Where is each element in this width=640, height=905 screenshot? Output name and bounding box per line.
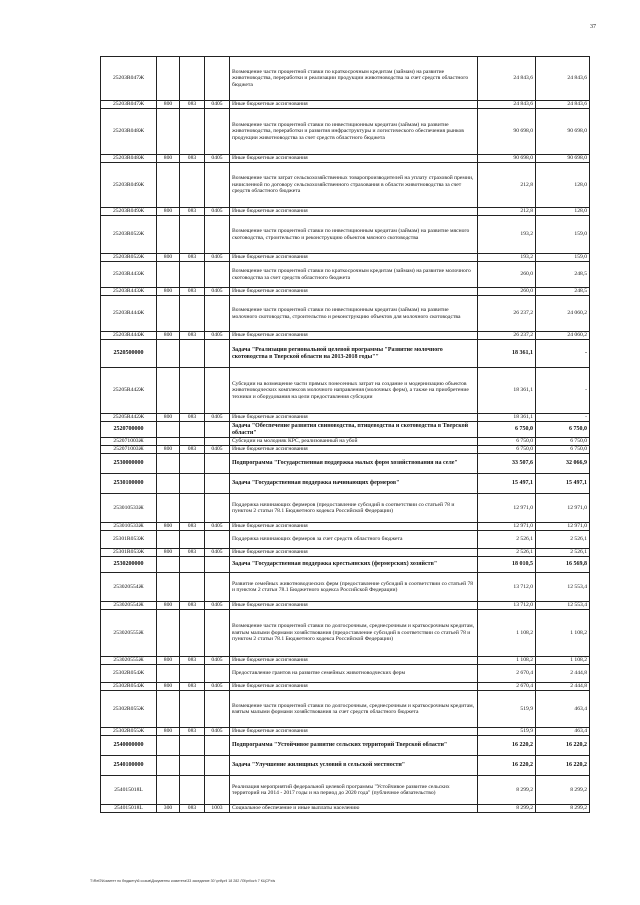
classification-code-cell: 25302R055Ж	[101, 728, 157, 736]
planned-amount-cell: 15 497,1	[478, 474, 536, 494]
expense-type-cell: 800	[157, 657, 180, 665]
executed-amount-cell: 2 526,1	[536, 549, 590, 557]
section-code-cell	[205, 57, 230, 101]
executed-amount-cell: 24 843,6	[536, 101, 590, 109]
item-name-cell: Задача "Улучшение жилищных условий в сельской местности"	[230, 756, 478, 776]
expense-type-cell: 800	[157, 101, 180, 109]
ministry-code-cell: 083	[180, 602, 205, 610]
executed-amount-cell: -	[536, 340, 590, 368]
classification-code-cell: 25203R443Ж	[101, 262, 157, 288]
ministry-code-cell	[180, 776, 205, 805]
expense-type-cell: 800	[157, 254, 180, 262]
expense-type-cell: 800	[157, 414, 180, 422]
ministry-code-cell	[180, 756, 205, 776]
executed-amount-cell: 1 108,2	[536, 657, 590, 665]
planned-amount-cell: 13 712,0	[478, 573, 536, 602]
executed-amount-cell: 6 750,0	[536, 446, 590, 454]
item-name-cell: Субсидии на возмещение части прямых понесенных затрат на создание и модернизацию объектов животноводческих комплексов молочного направления (молочных ферм), а также на приобретение техники и оборудования на цели предоставления субсидии	[230, 368, 478, 414]
budget-table	[100, 56, 590, 813]
item-name-cell: Поддержка начинающих фермеров за счет средств областного бюджета	[230, 531, 478, 549]
planned-amount-cell: 212,8	[478, 163, 536, 208]
planned-amount-cell: 260,0	[478, 288, 536, 296]
table-row	[101, 523, 590, 531]
ministry-code-cell	[180, 573, 205, 602]
planned-amount-cell: 24 843,6	[478, 57, 536, 101]
item-name-cell: Подпрограмма "Устойчивое развитие сельских территорий Тверской области"	[230, 736, 478, 756]
executed-amount-cell: 128,0	[536, 163, 590, 208]
item-name-cell: Предоставление грантов на развитие семейных животноводческих ферм	[230, 665, 478, 683]
classification-code-cell: 25302R054Ж	[101, 665, 157, 683]
section-code-cell: 0405	[205, 683, 230, 691]
table-row	[101, 665, 590, 683]
executed-amount-cell: 16 569,8	[536, 557, 590, 573]
classification-code-cell: 254015018L	[101, 805, 157, 813]
ministry-code-cell: 083	[180, 805, 205, 813]
expense-type-cell: 800	[157, 288, 180, 296]
executed-amount-cell: 16 220,2	[536, 756, 590, 776]
planned-amount-cell: 33 507,6	[478, 454, 536, 474]
section-code-cell	[205, 109, 230, 155]
expense-type-cell	[157, 691, 180, 728]
expense-type-cell	[157, 474, 180, 494]
ministry-code-cell	[180, 340, 205, 368]
classification-code-cell: 25301R053Ж	[101, 549, 157, 557]
ministry-code-cell	[180, 494, 205, 523]
executed-amount-cell: 12 553,4	[536, 602, 590, 610]
ministry-code-cell: 083	[180, 254, 205, 262]
expense-type-cell	[157, 368, 180, 414]
section-code-cell	[205, 422, 230, 438]
executed-amount-cell: 90 698,0	[536, 109, 590, 155]
expense-type-cell: 800	[157, 549, 180, 557]
executed-amount-cell: 16 220,2	[536, 736, 590, 756]
ministry-code-cell	[180, 665, 205, 683]
table-row	[101, 683, 590, 691]
classification-code-cell: 25203R444Ж	[101, 296, 157, 332]
item-name-cell: Иные бюджетные ассигнования	[230, 414, 478, 422]
ministry-code-cell	[180, 474, 205, 494]
classification-code-cell: 25203R443Ж	[101, 288, 157, 296]
table-row	[101, 573, 590, 602]
section-code-cell: 0405	[205, 414, 230, 422]
section-code-cell	[205, 776, 230, 805]
item-name-cell: Возмещение части процентной ставки по долгосрочным, среднесрочным и краткосрочным кредитам, взятым малыми формами хозяйствования (предоставление субсидий в соответствии со статьей 78 и пунктом 2 статьи 78.1 Бюджетного кодекса Российской Федерации)	[230, 610, 478, 657]
section-code-cell: 0405	[205, 155, 230, 163]
section-code-cell: 0405	[205, 446, 230, 454]
table-row	[101, 288, 590, 296]
expense-type-cell	[157, 776, 180, 805]
executed-amount-cell: 8 299,2	[536, 776, 590, 805]
ministry-code-cell	[180, 216, 205, 254]
table-row	[101, 474, 590, 494]
classification-code-cell: 2530100000	[101, 474, 157, 494]
expense-type-cell	[157, 610, 180, 657]
item-name-cell: Возмещение части процентной ставки по краткосрочным кредитам (займам) на развитие молочного скотоводства за счет средств областного бюджета	[230, 262, 478, 288]
section-code-cell	[205, 438, 230, 446]
planned-amount-cell: 8 299,2	[478, 776, 536, 805]
executed-amount-cell: 248,5	[536, 288, 590, 296]
classification-code-cell: 25203R047Ж	[101, 101, 157, 109]
planned-amount-cell: 1 108,2	[478, 610, 536, 657]
expense-type-cell	[157, 340, 180, 368]
executed-amount-cell: 6 750,0	[536, 438, 590, 446]
table-row	[101, 414, 590, 422]
planned-amount-cell: 12 971,0	[478, 523, 536, 531]
item-name-cell: Возмещение части процентной ставки по инвестиционным кредитам (займам) на развитие животноводства, переработки и развития инфраструктуры и логистического обеспечения рынков продукции животноводства за счет средств областного бюджета	[230, 109, 478, 155]
section-code-cell	[205, 340, 230, 368]
section-code-cell: 0405	[205, 288, 230, 296]
table-row	[101, 57, 590, 101]
table-row	[101, 296, 590, 332]
item-name-cell: Подпрограмма "Государственная поддержка малых форм хозяйствования на селе"	[230, 454, 478, 474]
planned-amount-cell: 2 526,1	[478, 549, 536, 557]
executed-amount-cell: 24 060,2	[536, 332, 590, 340]
executed-amount-cell: -	[536, 368, 590, 414]
classification-code-cell: 2530000000	[101, 454, 157, 474]
classification-code-cell: 2530200000	[101, 557, 157, 573]
expense-type-cell: 800	[157, 446, 180, 454]
section-code-cell	[205, 262, 230, 288]
item-name-cell: Иные бюджетные ассигнования	[230, 288, 478, 296]
planned-amount-cell: 18 010,5	[478, 557, 536, 573]
section-code-cell	[205, 557, 230, 573]
expense-type-cell: 300	[157, 805, 180, 813]
ministry-code-cell: 083	[180, 683, 205, 691]
table-row	[101, 438, 590, 446]
planned-amount-cell: 18 361,1	[478, 368, 536, 414]
executed-amount-cell: 15 497,1	[536, 474, 590, 494]
planned-amount-cell: 6 750,0	[478, 422, 536, 438]
executed-amount-cell: 1 108,2	[536, 610, 590, 657]
executed-amount-cell: 463,4	[536, 728, 590, 736]
classification-code-cell: 25205R442Ж	[101, 414, 157, 422]
ministry-code-cell: 083	[180, 446, 205, 454]
section-code-cell	[205, 665, 230, 683]
expense-type-cell	[157, 422, 180, 438]
executed-amount-cell: 2 444,8	[536, 683, 590, 691]
ministry-code-cell: 083	[180, 657, 205, 665]
table-row	[101, 657, 590, 665]
ministry-code-cell: 083	[180, 414, 205, 422]
executed-amount-cell: 12 971,0	[536, 494, 590, 523]
planned-amount-cell: 519,9	[478, 691, 536, 728]
planned-amount-cell: 2 670,4	[478, 683, 536, 691]
classification-code-cell: 252071003Ж	[101, 438, 157, 446]
ministry-code-cell	[180, 422, 205, 438]
ministry-code-cell: 083	[180, 155, 205, 163]
table-row	[101, 422, 590, 438]
section-code-cell: 0405	[205, 332, 230, 340]
executed-amount-cell: 159,0	[536, 216, 590, 254]
executed-amount-cell: -	[536, 414, 590, 422]
section-code-cell: 0405	[205, 254, 230, 262]
section-code-cell	[205, 494, 230, 523]
classification-code-cell: 25205R442Ж	[101, 368, 157, 414]
executed-amount-cell: 248,5	[536, 262, 590, 288]
table-row	[101, 494, 590, 523]
item-name-cell: Иные бюджетные ассигнования	[230, 332, 478, 340]
planned-amount-cell: 193,2	[478, 254, 536, 262]
ministry-code-cell	[180, 262, 205, 288]
table-row	[101, 454, 590, 474]
section-code-cell: 0405	[205, 602, 230, 610]
item-name-cell: Реализация мероприятий федеральной целевой программы "Устойчивое развитие сельских территорий на 2014 - 2017 годы и на период до 2020 года" (публичное обязательство)	[230, 776, 478, 805]
classification-code-cell: 25203R049Ж	[101, 208, 157, 216]
item-name-cell: Возмещение части процентной ставки по инвестиционным кредитам (займам) на развитие мясного скотоводства, строительство и реконструкцию объектов мясного скотоводства	[230, 216, 478, 254]
table-row	[101, 109, 590, 155]
table-row	[101, 216, 590, 254]
planned-amount-cell: 6 750,0	[478, 438, 536, 446]
section-code-cell: 0405	[205, 549, 230, 557]
table-row	[101, 208, 590, 216]
table-row	[101, 368, 590, 414]
table-row	[101, 101, 590, 109]
expense-type-cell	[157, 557, 180, 573]
expense-type-cell: 800	[157, 332, 180, 340]
classification-code-cell: 2520500000	[101, 340, 157, 368]
classification-code-cell: 25203R052Ж	[101, 216, 157, 254]
classification-code-cell: 254015018L	[101, 776, 157, 805]
file-path-footer: T:\Ref2\Комитет по бюджету\6 созыв\Документы комитета\33 заседание 30 \pril\pril 18 282 ЛЭ\prilozh 7 КЦСР.xls	[90, 879, 276, 883]
table-row	[101, 557, 590, 573]
expense-type-cell	[157, 216, 180, 254]
section-code-cell	[205, 756, 230, 776]
classification-code-cell: 252071003Ж	[101, 446, 157, 454]
item-name-cell: Иные бюджетные ассигнования	[230, 728, 478, 736]
section-code-cell	[205, 163, 230, 208]
table-row	[101, 756, 590, 776]
table-row	[101, 805, 590, 813]
planned-amount-cell: 90 698,0	[478, 155, 536, 163]
expense-type-cell: 800	[157, 208, 180, 216]
table-row	[101, 610, 590, 657]
section-code-cell	[205, 216, 230, 254]
classification-code-cell: 253020555Ж	[101, 610, 157, 657]
expense-type-cell	[157, 531, 180, 549]
expense-type-cell: 800	[157, 602, 180, 610]
planned-amount-cell: 16 220,2	[478, 736, 536, 756]
expense-type-cell	[157, 494, 180, 523]
planned-amount-cell: 12 971,0	[478, 494, 536, 523]
ministry-code-cell	[180, 109, 205, 155]
planned-amount-cell: 16 220,2	[478, 756, 536, 776]
planned-amount-cell: 6 750,0	[478, 446, 536, 454]
expense-type-cell: 800	[157, 155, 180, 163]
executed-amount-cell: 8 299,2	[536, 805, 590, 813]
section-code-cell	[205, 610, 230, 657]
ministry-code-cell: 083	[180, 728, 205, 736]
item-name-cell: Возмещение части затрат сельскохозяйственных товаропроизводителей на уплату страховой премии, начисленной по договору сельскохозяйственного страхования в области животноводства за счет средств областного бюджета	[230, 163, 478, 208]
classification-code-cell: 25203R047Ж	[101, 57, 157, 101]
ministry-code-cell	[180, 438, 205, 446]
expense-type-cell	[157, 262, 180, 288]
item-name-cell: Иные бюджетные ассигнования	[230, 549, 478, 557]
expense-type-cell: 800	[157, 523, 180, 531]
executed-amount-cell: 12 971,0	[536, 523, 590, 531]
item-name-cell: Задача "Государственная поддержка крестьянских (фермерских) хозяйств"	[230, 557, 478, 573]
section-code-cell	[205, 736, 230, 756]
section-code-cell	[205, 454, 230, 474]
ministry-code-cell: 083	[180, 208, 205, 216]
expense-type-cell	[157, 454, 180, 474]
planned-amount-cell: 2 526,1	[478, 531, 536, 549]
planned-amount-cell: 90 698,0	[478, 109, 536, 155]
classification-code-cell: 25302R055Ж	[101, 691, 157, 728]
executed-amount-cell: 90 698,0	[536, 155, 590, 163]
expense-type-cell	[157, 756, 180, 776]
classification-code-cell: 253020554Ж	[101, 573, 157, 602]
section-code-cell	[205, 296, 230, 332]
table-row	[101, 531, 590, 549]
ministry-code-cell	[180, 736, 205, 756]
planned-amount-cell: 212,8	[478, 208, 536, 216]
item-name-cell: Иные бюджетные ассигнования	[230, 101, 478, 109]
section-code-cell: 0405	[205, 101, 230, 109]
executed-amount-cell: 159,0	[536, 254, 590, 262]
table-row	[101, 776, 590, 805]
ministry-code-cell	[180, 163, 205, 208]
expense-type-cell	[157, 163, 180, 208]
classification-code-cell: 25203R444Ж	[101, 332, 157, 340]
expense-type-cell	[157, 665, 180, 683]
item-name-cell: Иные бюджетные ассигнования	[230, 254, 478, 262]
item-name-cell: Социальное обеспечение и иные выплаты населению	[230, 805, 478, 813]
ministry-code-cell: 083	[180, 523, 205, 531]
classification-code-cell: 253020554Ж	[101, 602, 157, 610]
item-name-cell: Иные бюджетные ассигнования	[230, 683, 478, 691]
executed-amount-cell: 2 444,8	[536, 665, 590, 683]
item-name-cell: Субсидии на молодняк КРС, реализованный на убой	[230, 438, 478, 446]
classification-code-cell: 2520700000	[101, 422, 157, 438]
executed-amount-cell: 2 526,1	[536, 531, 590, 549]
page-number: 37	[590, 24, 596, 30]
executed-amount-cell: 128,0	[536, 208, 590, 216]
section-code-cell	[205, 368, 230, 414]
executed-amount-cell: 24 843,6	[536, 57, 590, 101]
ministry-code-cell	[180, 368, 205, 414]
expense-type-cell	[157, 438, 180, 446]
table-row	[101, 332, 590, 340]
table-row	[101, 254, 590, 262]
ministry-code-cell: 083	[180, 101, 205, 109]
expense-type-cell: 800	[157, 683, 180, 691]
classification-code-cell: 25203R052Ж	[101, 254, 157, 262]
classification-code-cell: 25203R048Ж	[101, 109, 157, 155]
planned-amount-cell: 193,2	[478, 216, 536, 254]
planned-amount-cell: 260,0	[478, 262, 536, 288]
ministry-code-cell: 083	[180, 288, 205, 296]
ministry-code-cell	[180, 557, 205, 573]
planned-amount-cell: 26 237,2	[478, 296, 536, 332]
table-row	[101, 262, 590, 288]
table-row	[101, 736, 590, 756]
planned-amount-cell: 8 299,2	[478, 805, 536, 813]
classification-code-cell: 25302R054Ж	[101, 683, 157, 691]
table-row	[101, 549, 590, 557]
section-code-cell: 0405	[205, 728, 230, 736]
ministry-code-cell	[180, 296, 205, 332]
item-name-cell: Задача "Реализация региональной целевой программы "Развитие молочного скотоводства в Тверской области на 2013-2018 годы""	[230, 340, 478, 368]
item-name-cell: Возмещение части процентной ставки по краткосрочным кредитам (займам) на развитие животноводства, переработки и реализации продукции животноводства за счет средств областного бюджета	[230, 57, 478, 101]
planned-amount-cell: 18 361,1	[478, 340, 536, 368]
table-row	[101, 728, 590, 736]
item-name-cell: Задача "Государственная поддержка начинающих фермеров"	[230, 474, 478, 494]
section-code-cell	[205, 531, 230, 549]
table-row	[101, 691, 590, 728]
section-code-cell	[205, 573, 230, 602]
section-code-cell: 1003	[205, 805, 230, 813]
section-code-cell	[205, 691, 230, 728]
table-row	[101, 340, 590, 368]
expense-type-cell	[157, 736, 180, 756]
classification-code-cell: 25203R049Ж	[101, 163, 157, 208]
item-name-cell: Иные бюджетные ассигнования	[230, 446, 478, 454]
classification-code-cell: 25203R048Ж	[101, 155, 157, 163]
item-name-cell: Иные бюджетные ассигнования	[230, 602, 478, 610]
expense-type-cell	[157, 296, 180, 332]
item-name-cell: Возмещение части процентной ставки по инвестиционным кредитам (займам) на развитие молочного скотоводства, строительство и реконструкцию объектов для молочного скотоводства	[230, 296, 478, 332]
classification-code-cell: 2540100000	[101, 756, 157, 776]
ministry-code-cell: 083	[180, 332, 205, 340]
planned-amount-cell: 13 712,0	[478, 602, 536, 610]
ministry-code-cell: 083	[180, 549, 205, 557]
section-code-cell: 0405	[205, 523, 230, 531]
planned-amount-cell: 519,9	[478, 728, 536, 736]
planned-amount-cell: 26 237,2	[478, 332, 536, 340]
classification-code-cell: 253010533Ж	[101, 523, 157, 531]
executed-amount-cell: 32 066,9	[536, 454, 590, 474]
executed-amount-cell: 6 750,0	[536, 422, 590, 438]
expense-type-cell: 800	[157, 728, 180, 736]
expense-type-cell	[157, 57, 180, 101]
item-name-cell: Поддержка начинающих фермеров (предоставление субсидий в соответствии со статьей 78 и пунктом 2 статьи 78.1 Бюджетного кодекса Российской Федерации)	[230, 494, 478, 523]
ministry-code-cell	[180, 610, 205, 657]
executed-amount-cell: 12 553,4	[536, 573, 590, 602]
planned-amount-cell: 2 670,4	[478, 665, 536, 683]
section-code-cell: 0405	[205, 208, 230, 216]
ministry-code-cell	[180, 691, 205, 728]
table-row	[101, 446, 590, 454]
section-code-cell	[205, 474, 230, 494]
planned-amount-cell: 1 108,2	[478, 657, 536, 665]
classification-code-cell: 2540000000	[101, 736, 157, 756]
ministry-code-cell	[180, 454, 205, 474]
table-row	[101, 155, 590, 163]
item-name-cell: Задача "Обеспечение развития свиноводства, птицеводства и скотоводства в Тверской области"	[230, 422, 478, 438]
item-name-cell: Возмещение части процентной ставки по долгосрочным, среднесрочным и краткосрочным кредитам, взятым малыми формами хозяйствования за счет средств областного бюджета	[230, 691, 478, 728]
table-row	[101, 163, 590, 208]
executed-amount-cell: 463,4	[536, 691, 590, 728]
classification-code-cell: 253020555Ж	[101, 657, 157, 665]
item-name-cell: Иные бюджетные ассигнования	[230, 657, 478, 665]
item-name-cell: Иные бюджетные ассигнования	[230, 155, 478, 163]
expense-type-cell	[157, 109, 180, 155]
section-code-cell: 0405	[205, 657, 230, 665]
expense-type-cell	[157, 573, 180, 602]
table-row	[101, 602, 590, 610]
classification-code-cell: 253010533Ж	[101, 494, 157, 523]
ministry-code-cell	[180, 531, 205, 549]
item-name-cell: Иные бюджетные ассигнования	[230, 208, 478, 216]
classification-code-cell: 25301R053Ж	[101, 531, 157, 549]
ministry-code-cell	[180, 57, 205, 101]
planned-amount-cell: 24 843,6	[478, 101, 536, 109]
planned-amount-cell: 18 361,1	[478, 414, 536, 422]
item-name-cell: Развитие семейных животноводческих ферм (предоставление субсидий в соответствии со статьей 78 и пунктом 2 статьи 78.1 Бюджетного кодекса Российской Федерации)	[230, 573, 478, 602]
executed-amount-cell: 24 060,2	[536, 296, 590, 332]
item-name-cell: Иные бюджетные ассигнования	[230, 523, 478, 531]
